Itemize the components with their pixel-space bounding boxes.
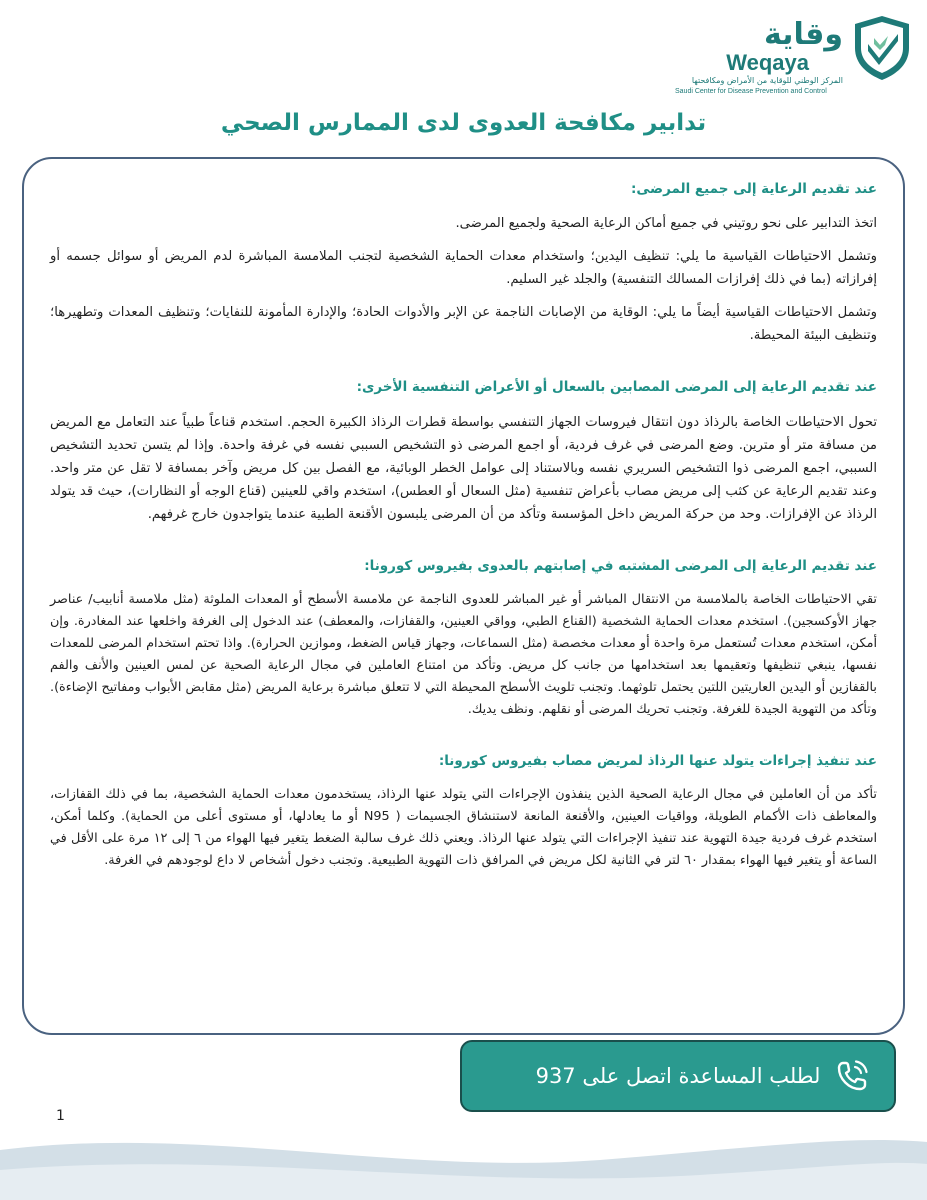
- logo-english-name: Weqaya: [726, 50, 809, 75]
- logo-subtitle-arabic: المركز الوطني للوقاية من الأمراض ومكافحتها: [691, 76, 843, 85]
- help-call-label: لطلب المساعدة اتصل على 937: [535, 1064, 821, 1088]
- section-suspected-corona: [50, 556, 877, 721]
- section-aerosol-procedures: [50, 751, 877, 872]
- section-respiratory-patients: [50, 377, 877, 525]
- logo-subtitle-english: Saudi Center for Disease Prevention and Control: [675, 88, 827, 95]
- footer-wave-decoration: [0, 1130, 927, 1200]
- content-box: [22, 157, 905, 1035]
- paragraph: تأكد من أن العاملين في مجال الرعاية الصحية الذين ينفذون الإجراءات التي يتولد عنها الرذاذ، يستخدمون معدات الحماية الشخصية، بما في ذلك القفازات، والمعاطف ذات الأكمام الطويلة، وواقيات العينين، والأقنعة المانعة لاستنشاق الجسيمات ( N95 أو ما يعادلها، أو مستوى أعلى من الحماية). وكلما أمكن، استخدم غرف فردية جيدة التهوية عند تنفيذ الإجراءات التي يتولد عنها الرذاذ. ويعني ذلك غرف سالبة الضغط يتغير فيها الهواء من ٦ إلى ١٢ مرة على الأقل في الساعة أو يتغير فيها الهواء بمقدار ٦٠ لتر في الثانية لكل مريض في المرافق ذات التهوية الطبيعية. وتجنب دخول أشخاص لا داع لوجودهم في الغرفة.: [50, 787, 877, 868]
- paragraph: وتشمل الاحتياطات القياسية أيضاً ما يلي: الوقاية من الإصابات الناجمة عن الإبر والأدوات الحادة؛ والإدارة المأمونة للنفايات؛ وتنظيف المعدات وتطهيرها؛ وتنظيف البيئة المحيطة.: [50, 305, 877, 344]
- shield-logo-icon: [851, 14, 913, 82]
- phone-icon: [832, 1056, 872, 1096]
- section-heading: عند تنفيذ إجراءات يتولد عنها الرذاذ لمريض مصاب بفيروس كورونا:: [438, 752, 877, 769]
- page-title: تدابير مكافحة العدوى لدى الممارس الصحي: [220, 110, 707, 136]
- section-heading: عند تقديم الرعاية إلى المرضى المشتبه في إصابتهم بالعدوى بفيروس كورونا:: [364, 557, 877, 574]
- help-call-button[interactable]: [460, 1040, 896, 1112]
- section-heading: عند تقديم الرعاية إلى المرضى المصابين بالسعال أو الأعراض التنفسية الأخرى:: [356, 379, 877, 396]
- section-heading: عند تقديم الرعاية إلى جميع المرضى:: [630, 181, 877, 197]
- section-all-patients: [50, 179, 877, 347]
- weqaya-logo: [673, 10, 913, 95]
- paragraph: تحول الاحتياطات الخاصة بالرذاذ دون انتقال فيروسات الجهاز التنفسي بواسطة قطرات الرذاذ الكبيرة الحجم. استخدم قناعاً طبياً عند التعامل مع المريض من مسافة متر أو مترين. وضع المرضى في غرف فردية، أو اجمع المرضى ذو التشخيص السببي نفسه في غرفة واحدة. وإذا لم يتسن تحديد التشخيص السببي، اجمع المرضى ذوا التشخيص السريري نفسه وبالاستناد إلى عوامل الخطر الوبائية، مع الفصل بين كل مريض وآخر بمسافة لا تقل عن متر واحد. وعند تقديم الرعاية عن كثب إلى مريض مصاب بأعراض تنفسية (مثل السعال أو العطس)، استخدم واقي للعينين (قناع الوجه أو النظارات)، حيث قد يتولد الرذاذ عن الإفرازات. وحد من حركة المريض داخل المؤسسة وتأكد من أن المرضى يلبسون الأقنعة الطبية عندما يتواجدون خارج غرفهم.: [50, 414, 877, 522]
- paragraph: تقي الاحتياطات الخاصة بالملامسة من الانتقال المباشر أو غير المباشر للعدوى الناجمة عن ملامسة الأسطح أو المعدات الملوثة (مثل ملامسة أنابيب/ عناصر جهاز الأوكسجين). استخدم معدات الحماية الشخصية (القناع الطبي، وواقي العينين، والقفازات، والمعطف) عند الدخول إلى الغرفة واخلعها عند المغادرة. وإن أمكن، استخدم معدات تُستعمل مرة واحدة أو معدات مخصصة (مثل السماعات، وجهاز قياس الضغط، وموازين الحرارة). واذا تحتم استخدام المرضى للمعدات نفسها، ينبغي تنظيفها وتعقيمها بعد استخدامها من جانب كل مريض. وتأكد من امتناع العاملين في مجال الرعاية الصحية عن لمس العينين والأنف والفم بالقفازين أو اليدين العاريتين اللتين يحتمل تلوثهما. وتجنب تلويث الأسطح المحيطة التي لا تتعلق مباشرة برعاية المريض (مثل مقابض الأبواب ومفاتيح الإضاءة). وتأكد من التهوية الجيدة للغرفة. وتجنب تحريك المرضى أو نقلهم. ونظف يديك.: [50, 591, 877, 717]
- paragraph: اتخذ التدابير على نحو روتيني في جميع أماكن الرعاية الصحية ولجميع المرضى.: [455, 216, 877, 232]
- paragraph: وتشمل الاحتياطات القياسية ما يلي: تنظيف اليدين؛ واستخدام معدات الحماية الشخصية لتجنب الملامسة المباشرة لدم المريض أو سوائل جسمه أو إفرازاته (بما في ذلك إفرازات المسالك التنفسية) والجلد غير السليم.: [50, 249, 877, 288]
- logo-arabic-name: وقاية: [763, 17, 843, 52]
- page-number: 1: [56, 1108, 65, 1124]
